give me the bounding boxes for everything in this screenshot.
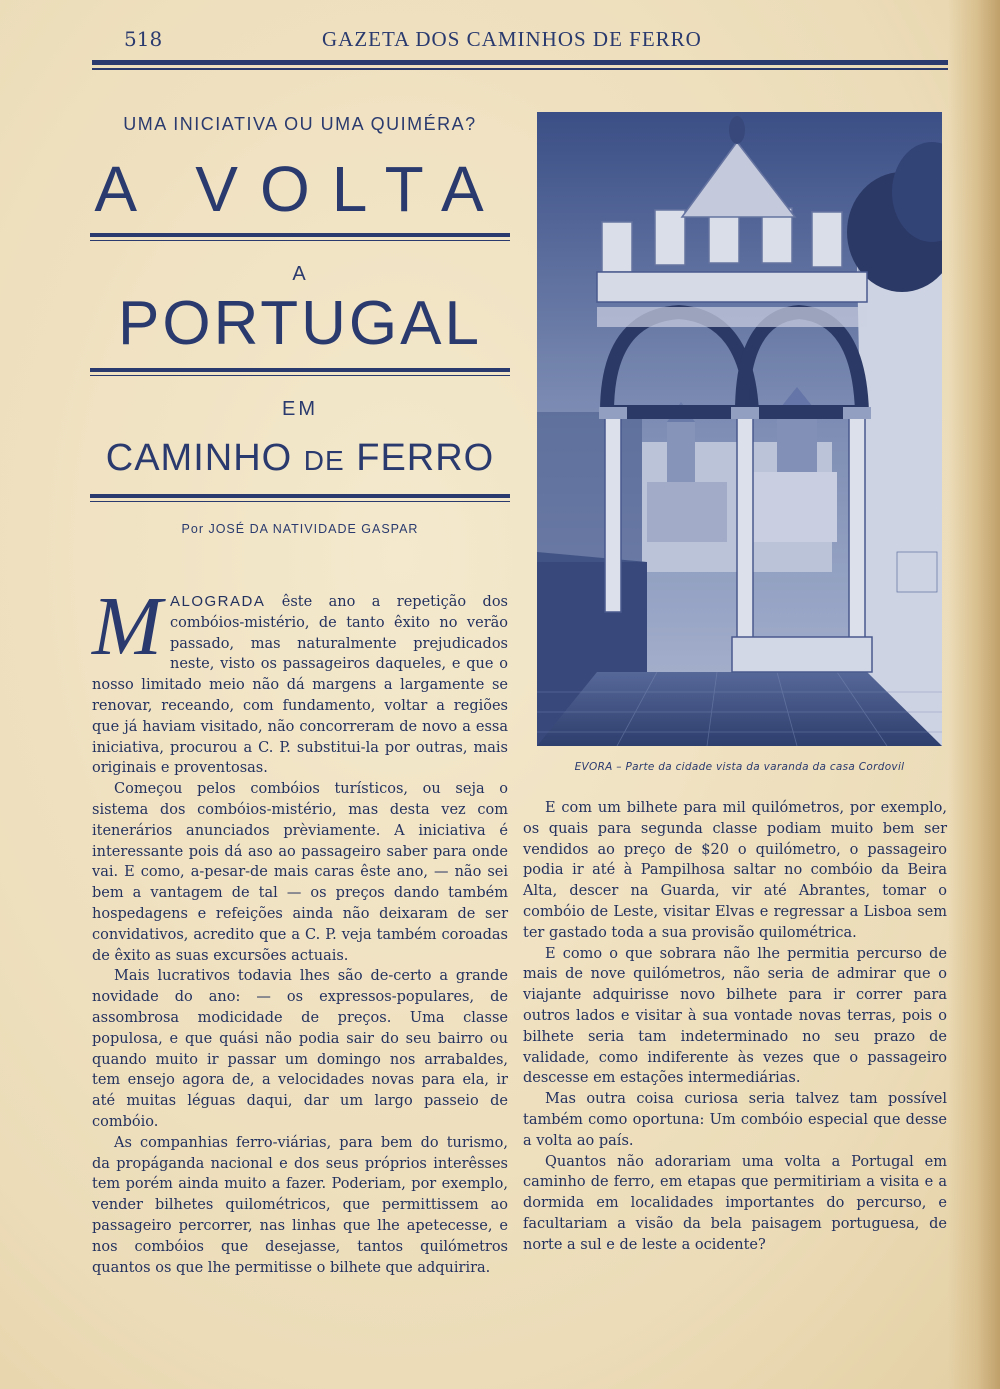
left-column-text [92,580,508,1278]
paragraph: E com um bilhete para mil quilómetros, por exemplo, os quais para segunda classe podiam muito bem ser vendidos ao preço de $20 o quilómetro, o passageiro podia ir até à Pampilhosa saltar no combóio da Beira Alta, descer na Guarda, vir até Abrantes, tomar o combóio de Leste, visitar Elvas e regressar a Lisboa sem ter gastado toda a sua provisão quilométrica. [523,800,947,941]
header-rule-thick [92,60,948,65]
paragraph: Mais lucrativos todavia lhes são de-certo a grande novidade do ano: — os expressos-populares, de assombrosa modicidade de preços. Uma classe populosa, e que quási não podia sair do seu bairro ou quando muito ir passar um domingo nos arrabaldes, tem ensejo agora de, a velocidades novas para ela, ir até muitas léguas daqui, dar um largo passeio de combóio. [92,968,508,1130]
title-rule-thin [90,375,510,376]
article-byline: Por JOSÉ DA NATIVIDADE GASPAR [181,522,419,536]
title-line-portugal: PORTUGAL [118,289,482,358]
header-rule-thin [92,68,948,70]
photo-illustration [537,112,942,746]
paragraph: As companhias ferro-viárias, para bem do turismo, da propáganda nacional e dos seus próprios interêsses tem porém ainda muito a fazer. Poderiam, por exemplo, vender bilhetes quilométricos, que permittissem ao passageiro percorrer, nas linhas que lhe apetecesse, e nos combóios que desejasse, tantos quilómetros quantos os que lhe permitisse o bilhete que adquirira. [92,1134,508,1276]
title-line-volta: A VOLTA [94,153,506,225]
paragraph-text: êste ano a repetição dos combóios-mistério, de tanto êxito no verão passado, mas naturalmente prejudicados neste, visto os passageiros daqueles, e que o nosso limitado meio não dá margens a largamente se renovar, receando, com fundamento, voltar a regiões que já haviam visitado, não concorreram de novo a essa iniciativa, procurou a C. P. substitui-la por outras, mais originais e proventosas. [92,594,508,777]
title-rule-thin [90,240,510,241]
photo-caption: EVORA – Parte da cidade vista da varanda da casa Cordovil [574,761,905,773]
title-line-a: A [292,263,308,285]
title-ferro-word: FERRO [344,437,495,479]
title-rule [90,233,510,237]
paragraph: E como o que sobrara não lhe permitia percurso de mais de nove quilómetros, não seria de admirar que o viajante adquirisse novo bilhete para ir correr para outros lados e visitar à sua vontade novas terras, pois o bilhete seria tam indeterminado no seu prazo de validade, como indiferente às vezes que o passageiro descesse em estações intermediárias. [523,945,947,1087]
title-caminho-word: CAMINHO [105,437,304,479]
title-rule [90,368,510,372]
article-kicker: UMA INICIATIVA OU UMA QUIMÉRA? [123,114,477,134]
dropcap: M [92,580,162,673]
paragraph: Mas outra coisa curiosa seria talvez tam possível também como oportuna: Um combóio especial que desse a volta ao país. [523,1091,947,1149]
title-line-caminho-de-ferro [90,437,510,482]
title-de-word: DE [303,445,345,476]
paragraph: Começou pelos combóios turísticos, ou seja o sistema dos combóios-mistério, mas desta vez com itenerários anunciados prèviamente. A iniciativa é interessante pois dá aso ao passageiro saber para onde vai. E como, a-pesar-de mais caras êste ano, — não sei bem a vantagem de tal — os preços dando também hospedagens e refeições ainda não deixaram de ser convidativos, acredito que a C. P. veja também coroadas de êxito as suas excursões actuais. [92,781,508,964]
paragraph [92,580,508,779]
lead-smallcaps: ALOGRADA [169,593,266,610]
photo-evora [537,112,942,746]
title-rule-thin [90,501,510,502]
paragraph: Quantos não adorariam uma volta a Portugal em caminho de ferro, em etapas que permitiriam a visita e a dormida em localidades importantes do percurso, e facultariam a visão da bela paisagem portuguesa, de norte a sul e de leste a ocidente? [523,1153,947,1253]
title-block [90,108,510,536]
running-title: GAZETA DOS CAMINHOS DE FERRO [322,26,702,51]
title-line-em: EM [282,398,318,420]
title-rule [90,494,510,498]
page-number: 518 [124,27,163,51]
right-column-text [523,798,947,1256]
page-edge-shadow [948,0,1000,1389]
page-header [92,22,948,56]
